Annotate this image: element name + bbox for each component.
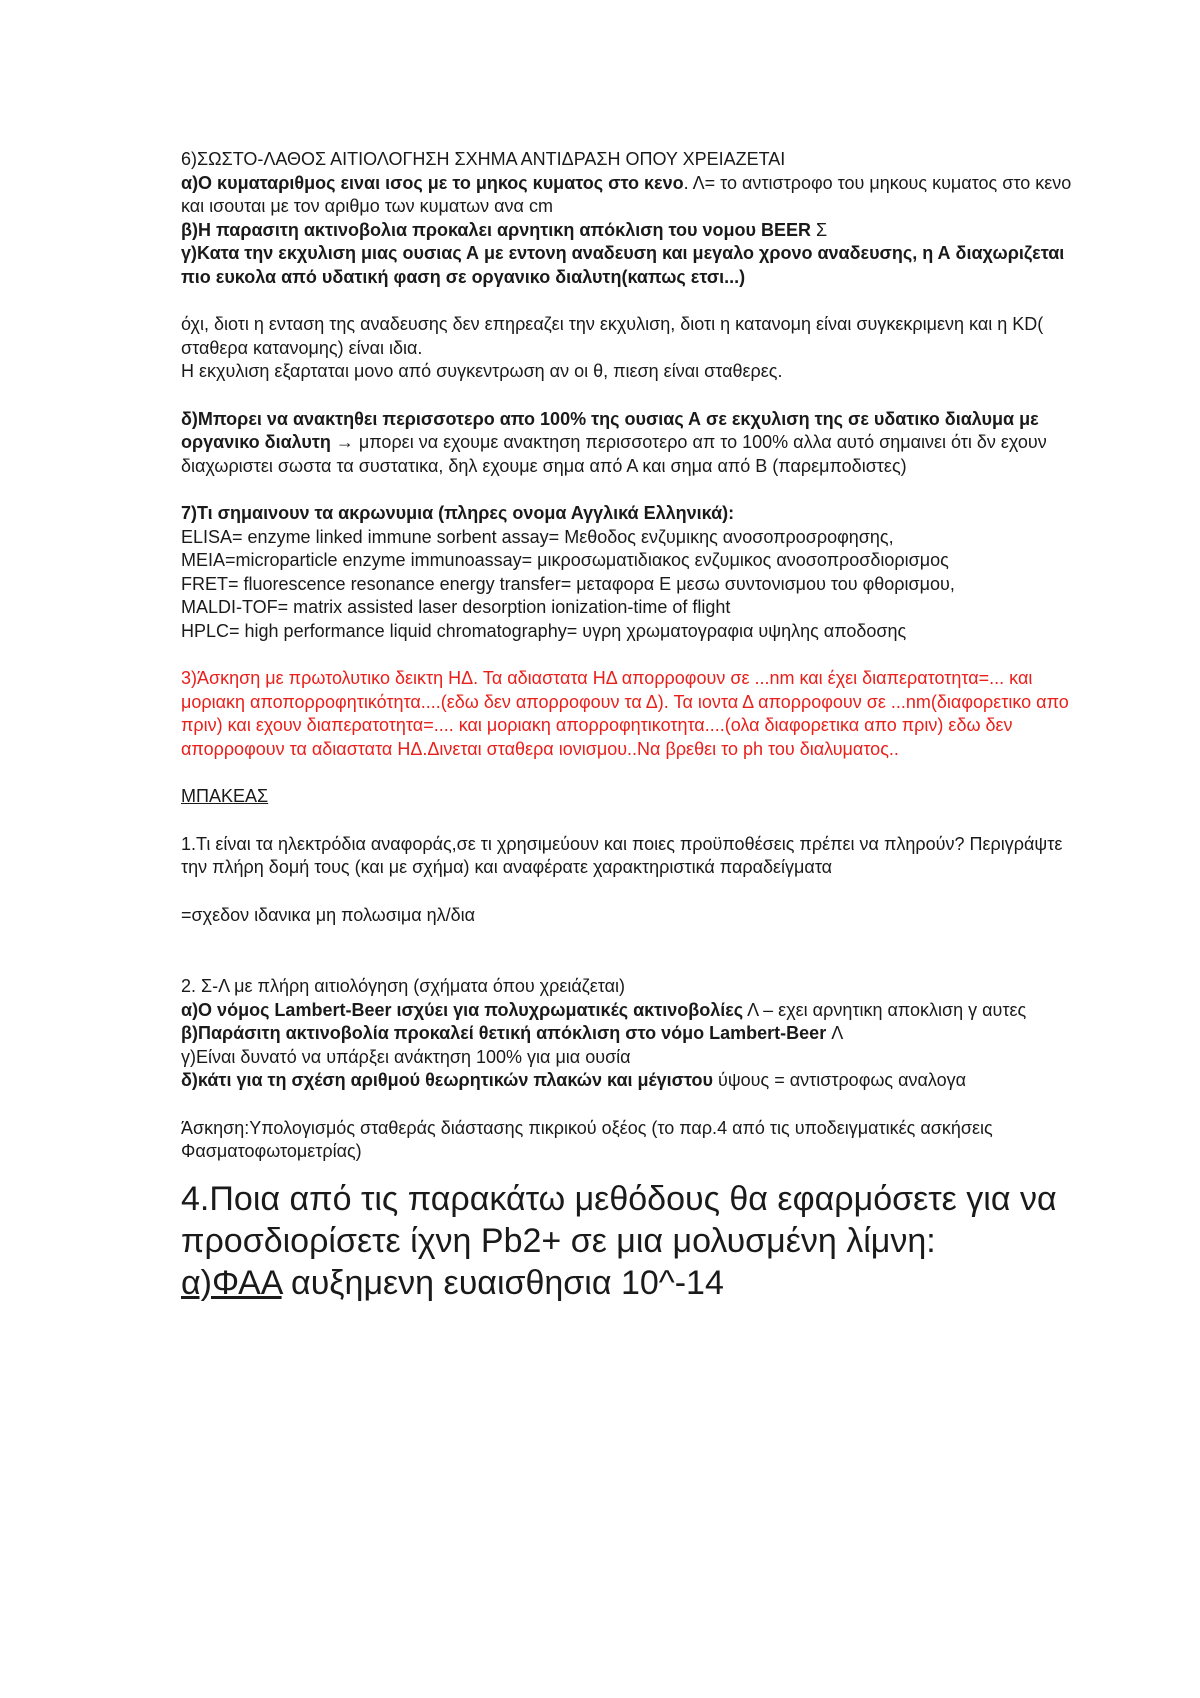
q7-line-elisa: ELISA= enzyme linked immune sorbent assay= Μεθοδος ενζυμικης ανοσοπροσροφησης, <box>181 526 894 547</box>
q6-c-statement: γ)Κατα την εκχυλιση μιας ουσιας Α με εντονη αναδευση και μεγαλο χρονο αναδευσης, η Α διαχωριζεται πιο ευκολα από υδατική φαση σε οργανικο διαλυτη(καπως ετσι...) <box>181 243 1065 287</box>
q6-c-answer-2: Η εκχυλιση εξαρταται μονο από συγκεντρωση αν οι θ, πιεση είναι σταθερες. <box>181 361 783 381</box>
q2-b <box>181 1022 1081 1046</box>
q2-b-statement: β)Παράσιτη ακτινοβολία προκαλεί θετική απόκλιση στο νόμο Lambert-Beer <box>181 1023 827 1043</box>
q2-c: γ)Είναι δυνατό να υπάρξει ανάκτηση 100% για μια ουσία <box>181 1046 631 1067</box>
q1-answer: =σχεδον ιδανικα μη πολωσιμα ηλ/δια <box>181 904 476 925</box>
q1-text: 1.Τι είναι τα ηλεκτρόδια αναφοράς,σε τι χρησιμεύουν και ποιες προϋποθέσεις πρέπει να πληρούν? Περιγράψτε την πλήρη δομή τους (και με σχήμα) και αναφέρατε χαρακτηριστικά παραδείγματα <box>181 833 1063 877</box>
q6-title: 6)ΣΩΣΤΟ-ΛΑΘΟΣ ΑΙΤΙΟΛΟΓΗΣΗ ΣΧΗΜΑ ΑΝΤΙΔΡΑΣΗ ΟΠΟΥ ΧΡΕΙΑΖΕΤΑΙ <box>181 149 786 169</box>
q6-d-answer: → μπορει να εχουμε ανακτηση περισσοτερο απ το 100% αλλα αυτό σημαινει ότι δν εχουν διαχωριστει σωστα τα συστατικα, δηλ εχουμε σημα από Α και σημα από Β (παρεμποδιστες) <box>181 432 1047 476</box>
q7-title: 7)Τι σημαινουν τα ακρωνυμια (πληρες ονομα Αγγλικά Ελληνικά): <box>181 503 735 523</box>
q6-b-statement: β)Η παρασιτη ακτινοβολια προκαλει αρνητικη απόκλιση του νομου BEER <box>181 219 812 240</box>
q2-d-statement: δ)κάτι για τη σχέση αριθμού θεωρητικών πλακών και μέγιστου <box>181 1070 713 1090</box>
q6-a <box>181 172 1081 219</box>
q2-a <box>181 999 1081 1023</box>
q2-a-statement: α)Ο νόμος Lambert-Beer ισχύει για πολυχρωματικές ακτινοβολίες <box>181 999 744 1020</box>
q6-b <box>181 219 1081 243</box>
q6-a-answer: . Λ= το αντιστροφο του μηκους κυματος στο κενο και ισουται με τον αριθμο των κυματων ανα cm <box>181 172 1072 216</box>
q2-d <box>181 1069 1081 1093</box>
document-body <box>181 148 1081 1304</box>
q4-a-note: αυξημενη ευαισθησια 10^-14 <box>281 1263 724 1302</box>
q7-line-meia: MEIA=microparticle enzyme immunoassay= μικροσωματιδιακος ενζυμικος ανοσοπροσδιορισμος <box>181 550 949 570</box>
q2-a-answer: Λ – εχει αρνητικη αποκλιση γ αυτες <box>743 999 1027 1020</box>
q6-b-answer: Σ <box>811 219 828 240</box>
q2-b-answer: Λ <box>826 1023 844 1043</box>
q4-a-method: α)ΦΑΑ <box>181 1263 282 1302</box>
q6-d <box>181 408 1081 479</box>
q3-exercise-red: 3)Άσκηση με πρωτολυτικο δεικτη ΗΔ. Τα αδιαστατα ΗΔ απορροφουν σε ...nm και έχει διαπερατοτητα=... και μοριακη αποπορροφητικότητα....(εδω δεν απορροφουν τα Δ). Τα ιοντα Δ απορροφουν σε ...nm(διαφορετικο απο πριν) και εχουν διαπερατοτητα=.... και μοριακη απορροφητικοτητα....(ολα διαφορετικα απο πριν) εδω δεν απορροφουν τα αδιαστατα ΗΔ.Δινεται σταθερα ιονισμου..Να βρεθει το ph του διαλυματος.. <box>181 668 1069 759</box>
q2-d-answer: ύψους = αντιστροφως αναλογα <box>712 1070 967 1090</box>
q6-d-statement: δ)Μπορει να ανακτηθει περισσοτερο απο 100% της ουσιας Α σε εκχυλιση της σε υδατικο διαλυμα με οργανικο διαλυτη <box>181 408 1039 452</box>
q7-line-hplc: HPLC= high performance liquid chromatography= υγρη χρωματογραφια υψηλης αποδοσης <box>181 620 907 641</box>
q7-line-maldi: MALDI-TOF= matrix assisted laser desorption ionization-time of flight <box>181 597 731 617</box>
section-heading: ΜΠΑΚΕΑΣ <box>181 786 269 806</box>
q6-a-statement: α)Ο κυματαριθμος ειναι ισος με το μηκος κυματος στο κενο <box>181 172 684 193</box>
q2-title: 2. Σ-Λ με πλήρη αιτιολόγηση (σχήματα όπου χρειάζεται) <box>181 976 626 996</box>
q6-c-answer-1: όχι, διοτι η ενταση της αναδευσης δεν επηρεαζει την εκχυλιση, διοτι η κατανομη είναι συγκεκριμενη και η KD( σταθερα κατανομης) είναι ιδια. <box>181 314 1044 358</box>
q4-title: 4.Ποια από τις παρακάτω μεθόδους θα εφαρμόσετε για να προσδιορίσετε ίχνη Pb2+ σε μια μολυσμένη λίμνη: <box>181 1179 1057 1260</box>
exercise-text: Άσκηση:Υπολογισμός σταθεράς διάστασης πικρικού οξέος (το παρ.4 από τις υποδειγματικές ασκήσεις Φασματοφωτομετρίας) <box>181 1117 993 1161</box>
q7-line-fret: FRET= fluorescence resonance energy transfer= μεταφορα Ε μεσω συντονισμου του φθορισμου, <box>181 573 955 594</box>
q4-a <box>181 1262 1081 1304</box>
